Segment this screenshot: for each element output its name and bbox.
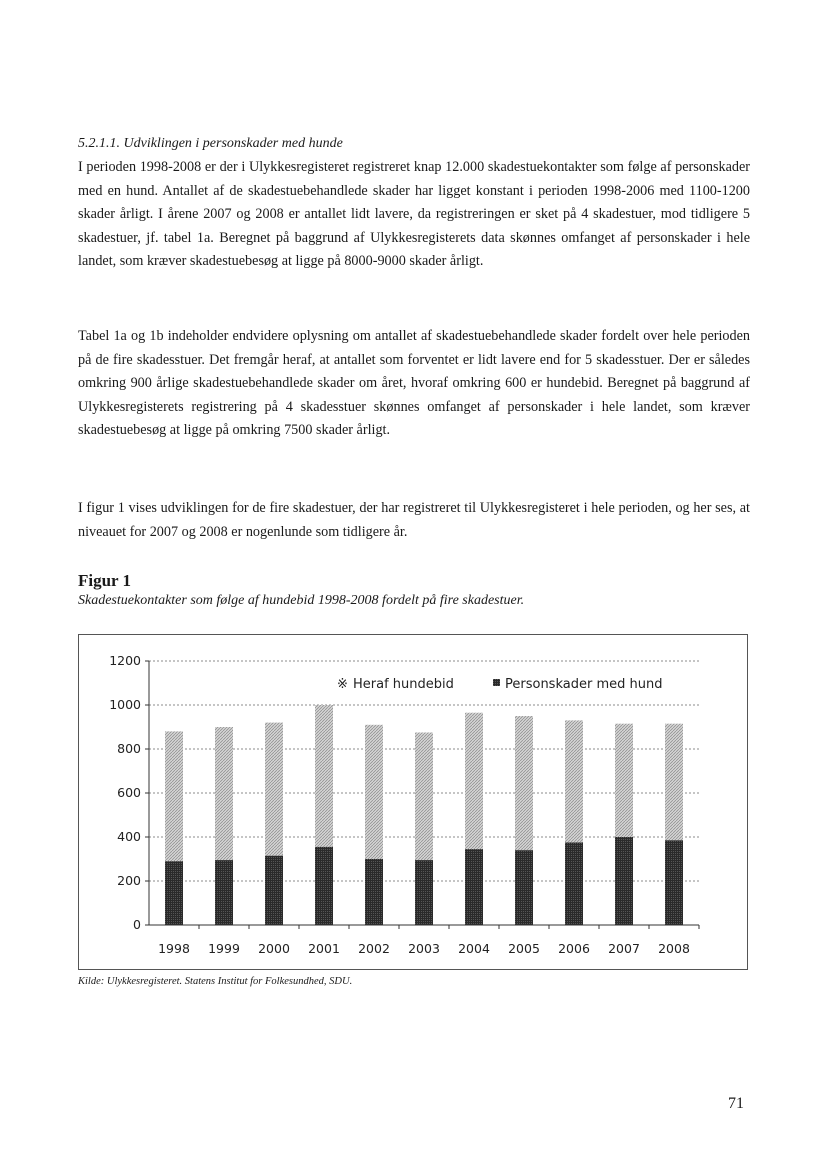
legend-swatch-personskader	[493, 679, 500, 686]
bar-hundebid-2005	[515, 716, 533, 850]
bar-hundebid-2002	[365, 725, 383, 859]
section-heading: 5.2.1.1. Udviklingen i personskader med hunde	[78, 136, 343, 151]
x-tick-label: 2005	[508, 941, 540, 956]
bar-personskader-2003	[415, 860, 433, 925]
paragraph-1: I perioden 1998-2008 er der i Ulykkesregisteret registreret knap 12.000 skadestuekontakter som følge af personskader med en hund. Antallet af de skadestuebehandlede skader har ligget konstant i perioden 1998-2006 med 1100-1200 skader årligt. I årene 2007 og 2008 er antallet lidt lavere, da registreringen er sket på 4 skadestuer, mod tidligere 5 skadestuer, jf. tabel 1a. Beregnet på baggrund af Ulykkesregisterets data skønnes omfanget af personskader i hele landet, som kræver skadestuebesøg at ligge på 8000-9000 skader årligt.	[78, 159, 750, 270]
x-tick-label: 1998	[158, 941, 190, 956]
figure-caption: Skadestuekontakter som følge af hundebid 1998-2008 fordelt på fire skadestuer.	[78, 593, 525, 608]
x-tick-label: 2002	[358, 941, 390, 956]
bar-personskader-2002	[365, 859, 383, 925]
bar-personskader-1999	[215, 860, 233, 925]
page-number: 71	[728, 1095, 744, 1112]
bar-hundebid-2008	[665, 724, 683, 841]
y-tick-label: 0	[133, 917, 141, 932]
paragraph-3: I figur 1 vises udviklingen for de fire skadestuer, der har registreret til Ulykkesregisteret i hele perioden, og her ses, at niveauet for 2007 og 2008 er nogenlunde som tidligere år.	[78, 500, 750, 540]
legend	[337, 677, 662, 692]
bar-personskader-2000	[265, 856, 283, 925]
x-tick-label: 2000	[258, 941, 290, 956]
paragraph-2: Tabel 1a og 1b indeholder endvidere oplysning om antallet af skadestuebehandlede skader fordelt over hele perioden på de fire skadesstuer. Det fremgår heraf, at antallet som forventet er lidt lavere end for 5 skadesstuer. Der er således omkring 900 årlige skadestuebehandlede skader om året, hvoraf omkring 600 er hundebid. Beregnet på baggrund af Ulykkesregisterets registrering på 4 skadesstuer skønnes omfanget af personskader i hele landet, som kræver skadestuebesøg at ligge på omkring 7500 skader årligt.	[78, 328, 750, 439]
legend-swatch-hundebid: ※	[337, 677, 348, 692]
bar-personskader-1998	[165, 861, 183, 925]
x-tick-label: 2004	[458, 941, 490, 956]
bar-hundebid-2006	[565, 720, 583, 842]
bar-personskader-2008	[665, 840, 683, 925]
chart-frame	[78, 634, 748, 970]
bar-personskader-2004	[465, 849, 483, 925]
legend-label-personskader: Personskader med hund	[505, 677, 663, 692]
x-tick-label: 2008	[658, 941, 690, 956]
axes	[109, 653, 699, 956]
y-tick-label: 600	[117, 785, 141, 800]
y-tick-label: 200	[117, 873, 141, 888]
figure-title: Figur 1	[78, 571, 132, 590]
bar-hundebid-1998	[165, 731, 183, 861]
bars	[165, 705, 683, 925]
x-tick-label: 2003	[408, 941, 440, 956]
y-tick-label: 1200	[109, 653, 141, 668]
bar-personskader-2005	[515, 850, 533, 925]
figure-source: Kilde: Ulykkesregisteret. Statens Institut for Folkesundhed, SDU.	[78, 976, 353, 987]
x-tick-label: 1999	[208, 941, 240, 956]
stacked-bar-chart	[79, 635, 747, 969]
bar-hundebid-2001	[315, 705, 333, 847]
y-tick-label: 400	[117, 829, 141, 844]
x-tick-label: 2006	[558, 941, 590, 956]
x-tick-label: 2007	[608, 941, 640, 956]
bar-hundebid-2003	[415, 733, 433, 861]
bar-hundebid-1999	[215, 727, 233, 860]
x-tick-label: 2001	[308, 941, 340, 956]
legend-label-hundebid: Heraf hundebid	[353, 677, 454, 692]
y-tick-label: 1000	[109, 697, 141, 712]
bar-personskader-2001	[315, 847, 333, 925]
bar-hundebid-2004	[465, 713, 483, 849]
bar-hundebid-2007	[615, 724, 633, 837]
y-tick-label: 800	[117, 741, 141, 756]
bar-hundebid-2000	[265, 723, 283, 856]
bar-personskader-2007	[615, 837, 633, 925]
bar-personskader-2006	[565, 843, 583, 926]
